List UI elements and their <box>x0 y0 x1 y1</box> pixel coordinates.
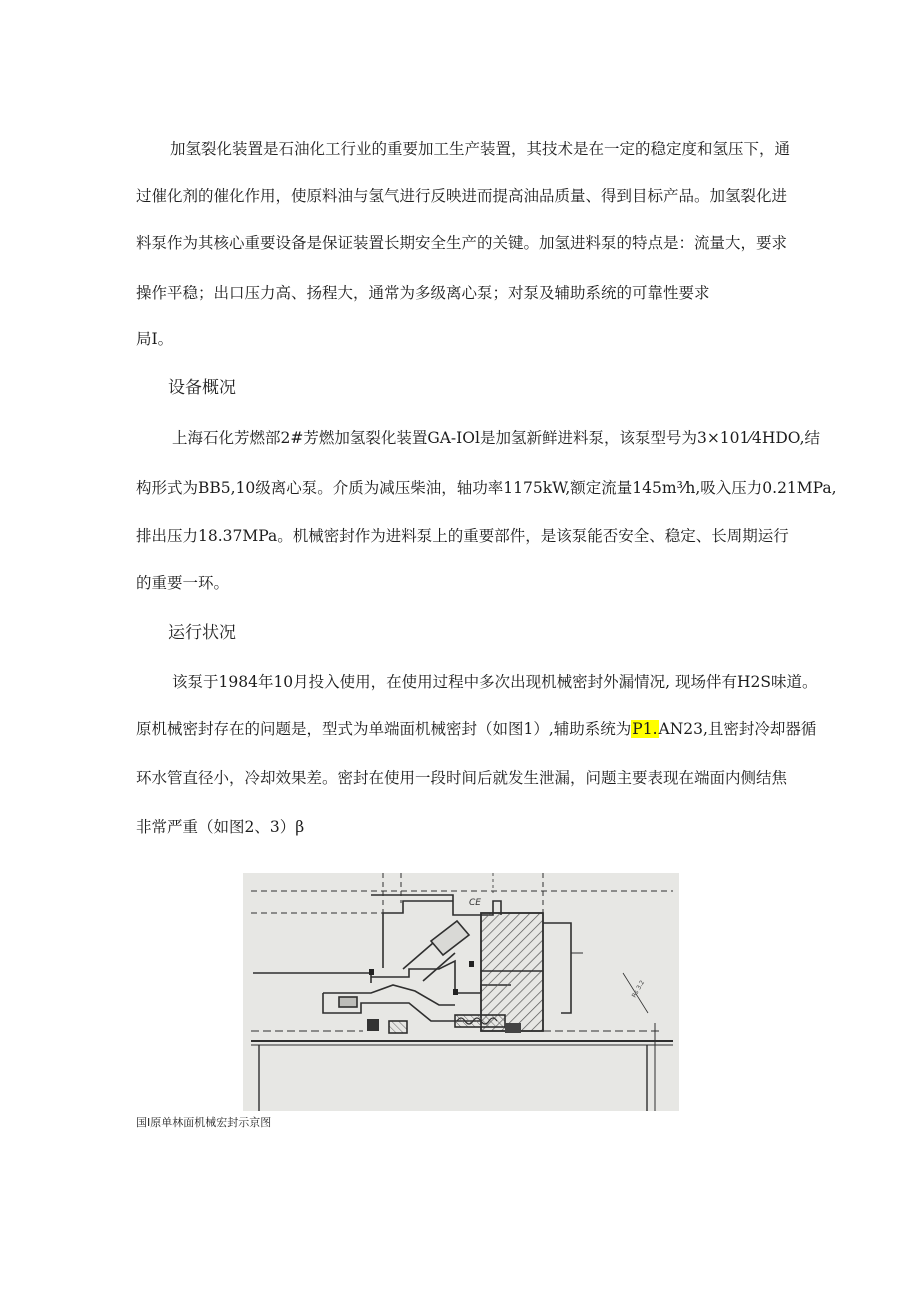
drawing-label-roughness: Rs 3.2 <box>630 979 647 999</box>
figure-caption: 国I原单林面机械宏封示京图 <box>136 1116 272 1129</box>
seal-drawing-svg <box>243 873 679 1111</box>
section2-line-2 <box>136 718 816 740</box>
section2-line-2a: 原机械密封存在的问题是，型式为单端面机械密封（如图1）,辅助系统为 <box>136 720 632 738</box>
section2-line-4: 非常严重（如图2、3）β <box>136 818 305 836</box>
seal-drawing-figure <box>243 873 679 1111</box>
section2-line-1: 该泵于1984年10月投入使用，在使用过程中多次出现机械密封外漏情况, 现场伴有H2S味道。 <box>172 673 818 691</box>
intro-line-3: 料泵作为其核心重要设备是保证装置长期安全生产的关键。加氢进料泵的特点是：流量大，要求 <box>136 234 788 252</box>
section-heading-equipment: 设备概况 <box>168 378 236 398</box>
intro-line-4: 操作平稳；出口压力高、扬程大，通常为多级离心泵；对泵及辅助系统的可靠性要求 <box>136 284 710 302</box>
intro-line-2: 过催化剂的催化作用，使原料油与氢气进行反映进而提高油品质量、得到目标产品。加氢裂化进 <box>136 187 788 205</box>
drawing-label-ce: CE <box>469 898 481 908</box>
section2-line-2b: AN23,且密封冷却器循 <box>658 720 817 738</box>
section1-line-1: 上海石化芳燃部2#芳燃加氢裂化装置GA-IOl是加氢新鲜进料泵，该泵型号为3×101⁄4HDO,结 <box>172 429 821 447</box>
intro-line-1: 加氢裂化装置是石油化工行业的重要加工生产装置，其技术是在一定的稳定度和氢压下，通 <box>170 140 791 158</box>
section-heading-operation: 运行状况 <box>168 623 236 643</box>
intro-line-5: 局I。 <box>136 330 174 348</box>
highlighted-text: P1. <box>632 720 658 738</box>
section1-line-3: 排出压力18.37MPa。机械密封作为进料泵上的重要部件，是该泵能否安全、稳定、长周期运行 <box>136 527 789 545</box>
section1-line-4: 的重要一环。 <box>136 574 230 592</box>
section2-line-3: 环水管直径小，冷却效果差。密封在使用一段时间后就发生泄漏，问题主要表现在端面内侧结焦 <box>136 769 788 787</box>
section1-line-2: 构形式为BB5,10级离心泵。介质为减压柴油，轴功率1175kW,额定流量145m³⁄h,吸入压力0.21MPa, <box>136 479 837 497</box>
